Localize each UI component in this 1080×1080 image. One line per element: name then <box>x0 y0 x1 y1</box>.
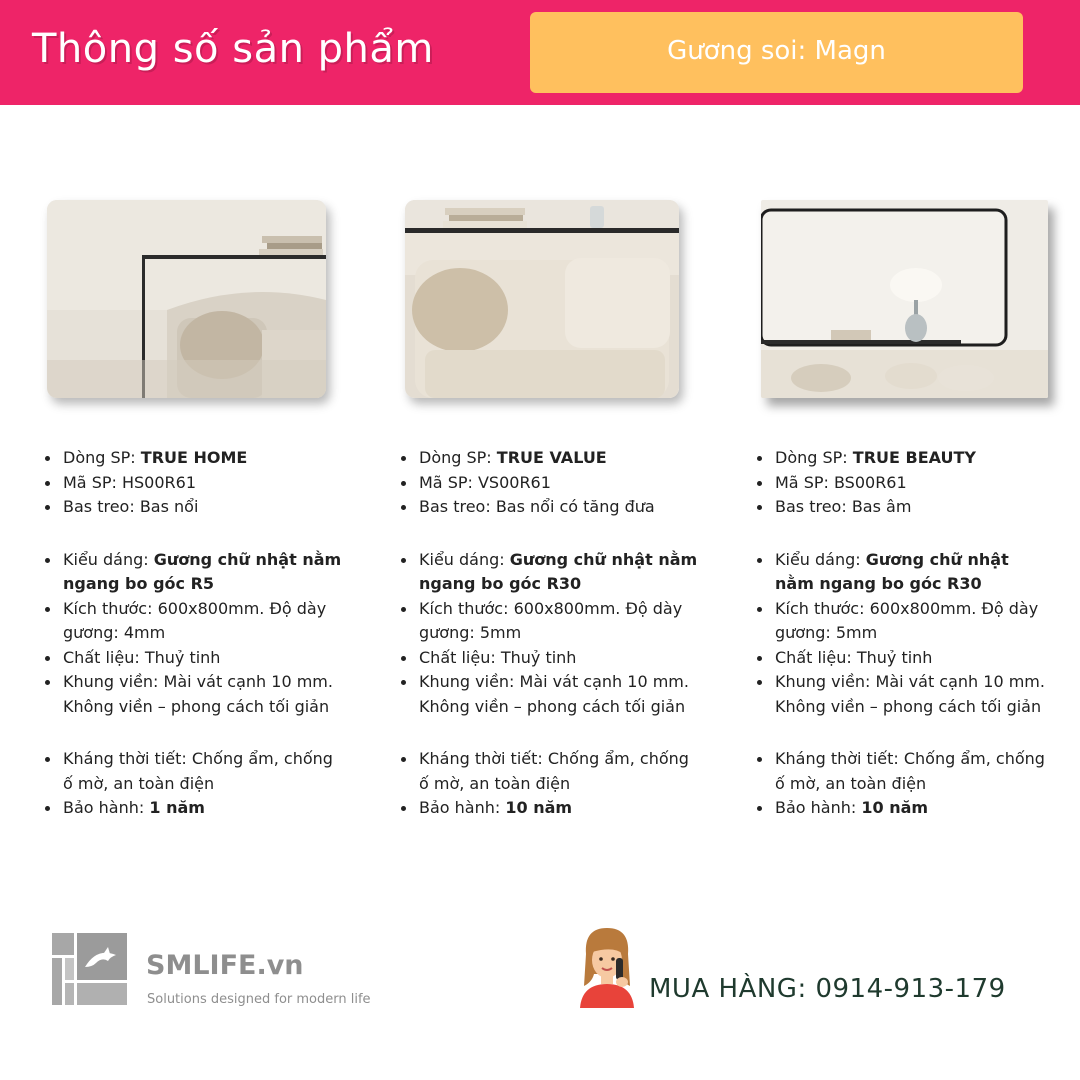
product-type-badge <box>530 12 1023 93</box>
spec-shape <box>757 548 1047 597</box>
spec-material: Chất liệu: Thuỷ tinh <box>45 646 345 671</box>
spec-frame: Khung viền: Mài vát cạnh 10 mm. Không viền – phong cách tối giản <box>757 670 1047 719</box>
spec-mount: Bas treo: Bas âm <box>757 495 1047 520</box>
spec-line-value: TRUE HOME <box>140 448 248 467</box>
spec-warranty-label: Bảo hành: <box>419 798 506 817</box>
spec-line <box>757 446 1047 471</box>
spec-line-value: TRUE BEAUTY <box>852 448 977 467</box>
woman-phone-icon <box>576 924 638 1008</box>
spec-weather: Kháng thời tiết: Chống ẩm, chống ố mờ, an toàn điện <box>757 747 1047 796</box>
spec-line-label: Dòng SP: <box>775 448 853 467</box>
spec-warranty <box>401 796 701 821</box>
spec-size: Kích thước: 600x800mm. Độ dày gương: 5mm <box>401 597 701 646</box>
spec-shape-label: Kiểu dáng: <box>775 549 866 569</box>
brand-tagline: Solutions designed for modern life <box>147 992 371 1007</box>
spec-warranty-value: 10 năm <box>505 798 573 817</box>
spec-warranty-label: Bảo hành: <box>63 798 150 817</box>
product-photo-true-home <box>47 200 326 398</box>
spec-line-label: Dòng SP: <box>63 448 141 467</box>
spec-line-label: Dòng SP: <box>419 448 497 467</box>
spec-mount: Bas treo: Bas nổi <box>45 495 345 520</box>
spec-weather: Kháng thời tiết: Chống ẩm, chống ố mờ, an toàn điện <box>45 747 345 796</box>
product-type-label: Gương soi: Magn <box>667 36 886 66</box>
spec-line <box>45 446 345 471</box>
spec-shape <box>45 548 345 597</box>
brand-name: SMLIFE.vn <box>146 950 304 981</box>
product-photo-true-beauty <box>761 200 1048 398</box>
spec-warranty-label: Bảo hành: <box>775 798 862 817</box>
spec-frame: Khung viền: Mài vát cạnh 10 mm. Không viền – phong cách tối giản <box>401 670 701 719</box>
spec-code: Mã SP: HS00R61 <box>45 471 345 496</box>
spec-warranty <box>757 796 1047 821</box>
spec-line <box>401 446 701 471</box>
spec-size: Kích thước: 600x800mm. Độ dày gương: 5mm <box>757 597 1047 646</box>
spec-list-true-home <box>45 446 345 821</box>
spec-shape-label: Kiểu dáng: <box>419 549 510 569</box>
header-bar <box>0 0 1080 105</box>
spec-frame: Khung viền: Mài vát cạnh 10 mm. Không viền – phong cách tối giản <box>45 670 345 719</box>
hotline-text: MUA HÀNG: 0914-913-179 <box>649 974 1006 1004</box>
spec-material: Chất liệu: Thuỷ tinh <box>401 646 701 671</box>
spec-weather: Kháng thời tiết: Chống ẩm, chống ố mờ, an toàn điện <box>401 747 701 796</box>
page-title: Thông số sản phẩm <box>32 26 434 72</box>
spec-warranty <box>45 796 345 821</box>
dolphin-tile-logo-icon <box>52 933 127 1005</box>
spec-warranty-value: 1 năm <box>149 798 205 817</box>
spec-line-value: TRUE VALUE <box>496 448 607 467</box>
spec-shape-value: Gương chữ nhật nằm ngang bo góc R30 <box>419 549 698 593</box>
spec-mount: Bas treo: Bas nổi có tăng đưa <box>401 495 701 520</box>
spec-list-true-beauty <box>757 446 1047 821</box>
spec-material: Chất liệu: Thuỷ tinh <box>757 646 1047 671</box>
product-photo-true-value <box>405 200 679 398</box>
spec-shape-label: Kiểu dáng: <box>63 549 154 569</box>
spec-list-true-value <box>401 446 701 821</box>
spec-size: Kích thước: 600x800mm. Độ dày gương: 4mm <box>45 597 345 646</box>
spec-code: Mã SP: BS00R61 <box>757 471 1047 496</box>
spec-code: Mã SP: VS00R61 <box>401 471 701 496</box>
spec-shape-value: Gương chữ nhật nằm ngang bo góc R30 <box>775 549 1009 593</box>
spec-warranty-value: 10 năm <box>861 798 929 817</box>
spec-shape-value: Gương chữ nhật nằm ngang bo góc R5 <box>63 549 342 593</box>
spec-shape <box>401 548 701 597</box>
